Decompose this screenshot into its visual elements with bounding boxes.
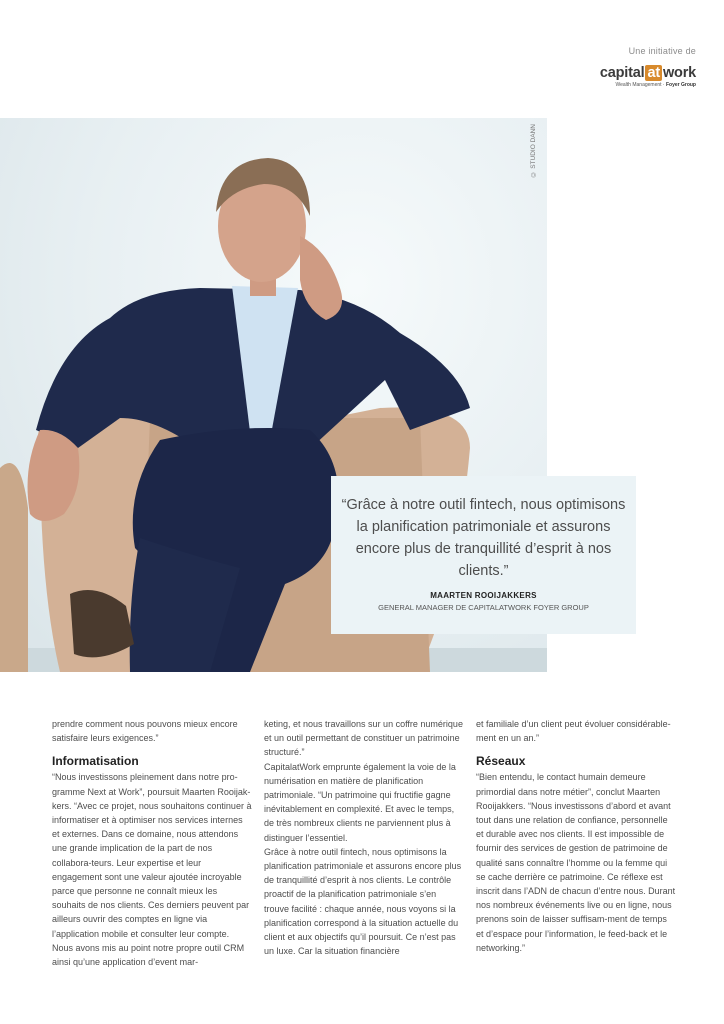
pull-quote	[331, 476, 636, 634]
logo-text-capital: capital	[599, 65, 645, 81]
pull-quote-text: “Grâce à notre outil fintech, nous optimisons la planification patrimoniale et assurons encore plus de tranquillité d’esprit à nos clients.”	[341, 497, 626, 579]
pull-quote-role: GENERAL MANAGER DE CAPITALATWORK FOYER GROUP	[378, 603, 589, 612]
brand-block	[600, 46, 696, 88]
col1-paragraph-2: “Nous investissons pleinement dans notre pro-gramme Next at Work”, poursuit Maarten Rooijak-kers. “Avec ce projet, nous souhaitons continuer à informatiser et à optimiser nos services internes et externes. Dans ce domaine, nous attendons une grande implication de la part de nos collabora-teurs. Leur expertise et leur engagement sont une valeur ajoutée incroyable parce que personne ne connaît mieux les souhaits de nos clients. Ces derniers peuvent par ailleurs ouvrir des comptes en ligne via l’application mobile et consulter leur compte. Nous avons mis au point notre propre outil CRM ainsi qu’une application d’event mar-	[52, 772, 252, 968]
logo-sub-wealth: Wealth Management	[615, 82, 662, 88]
brand-initiative-text: Une initiative de	[628, 46, 696, 56]
heading-reseaux: Réseaux	[476, 754, 526, 769]
col3-paragraph-2: “Bien entendu, le contact humain demeure primordial dans notre métier”, conclut Maarten Rooijakkers. “Nous investissons d’abord et avant tout dans une relation de confiance, personnelle et durable avec nos clients. Il est impossible de fournir des services de gestion de patrimoine de qualité sans connaître l’homme ou la femme qui se cache derrière ce patrimoine. Ce réflexe est inscrit dans l’ADN de chacun d’entre nous. Durant nos nombreux événements live ou en ligne, nous prenons soin de laisser suffisam-ment de temps et d’espace pour l’information, le feed-back et le networking.”	[476, 772, 676, 953]
col2-paragraph-3: Grâce à notre outil fintech, nous optimisons la planification patrimoniale et assurons encore plus de tranquillité d’esprit à nos clients. Le contrôle proactif de la planification patrimoniale s’en trouve facilité : chaque année, nous voyons si la planification correspond à la situation actuelle du client et aux objectifs qu’il poursuit. Ce n’est pas un luxe. Car la situation financière	[264, 846, 462, 957]
col2-paragraph-2: CapitalatWork emprunte également la voie de la numérisation en matière de planification patrimoniale. “Un patrimoine qui fructifie gagne inévitablement en complexité. Et avec le temps, de très nombreux clients ne parviennent plus à distinguer l’essentiel.	[264, 761, 456, 843]
logo-text-at: at	[647, 65, 660, 81]
article-column-3	[476, 717, 676, 955]
capitalatwork-logo	[600, 66, 696, 81]
photo-credit: © STUDIO DANN	[530, 124, 537, 178]
article-column-1	[52, 717, 252, 969]
heading-informatisation: Informatisation	[52, 754, 139, 769]
article-column-2	[264, 717, 463, 958]
logo-sub-foyer: Foyer Group	[665, 82, 696, 88]
col3-paragraph-1: et familiale d’un client peut évoluer considérable-ment en un an.”	[476, 719, 671, 744]
col2-paragraph-1: keting, et nous travaillons sur un coffre numérique et un outil permettant de constituer un patrimoine structuré.”	[264, 719, 463, 758]
logo-text-work: work	[662, 65, 696, 81]
logo-subline: Wealth Management · Foyer Group	[615, 82, 696, 88]
col1-paragraph-1: prendre comment nous pouvons mieux encore satisfaire leurs exigences.”	[52, 719, 238, 744]
pull-quote-author: MAARTEN ROOIJAKKERS	[430, 591, 537, 600]
